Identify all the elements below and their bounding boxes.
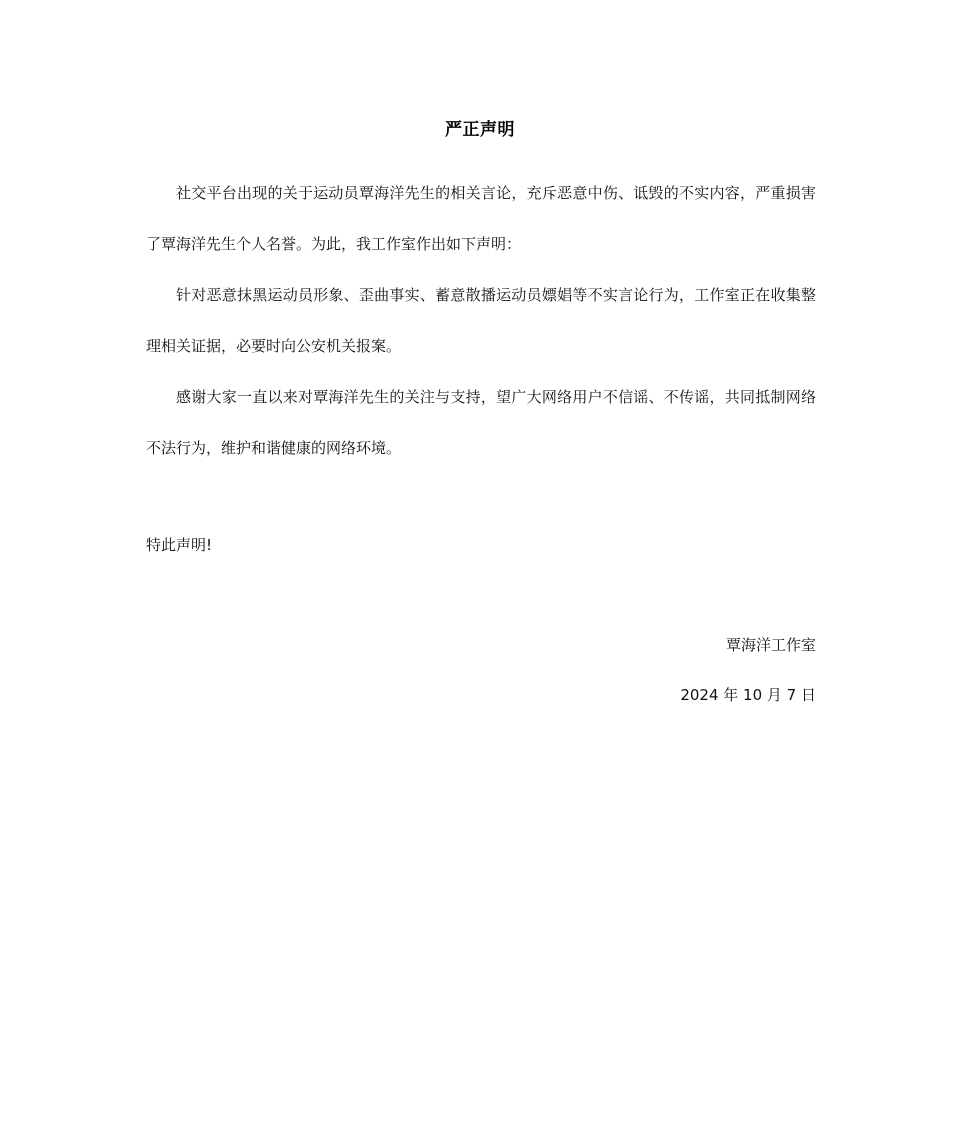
paragraph-1: 社交平台出现的关于运动员覃海洋先生的相关言论，充斥恶意中伤、诋毁的不实内容，严重损害了覃海洋先生个人名誉。为此，我工作室作出如下声明： — [146, 184, 816, 253]
closing-statement: 特此声明! — [146, 536, 213, 554]
paragraph-2: 针对恶意抹黑运动员形象、歪曲事实、蓄意散播运动员嫖娼等不实言论行为，工作室正在收集整理相关证据，必要时向公安机关报案。 — [146, 286, 816, 355]
signature: 覃海洋工作室 — [725, 636, 816, 654]
paragraph-3: 感谢大家一直以来对覃海洋先生的关注与支持，望广大网络用户不信谣、不传谣，共同抵制网络不法行为，维护和谐健康的网络环境。 — [146, 388, 816, 457]
document-title: 严正声明 — [445, 120, 515, 140]
statement-date: 2024 年 10 月 7 日 — [680, 686, 816, 704]
